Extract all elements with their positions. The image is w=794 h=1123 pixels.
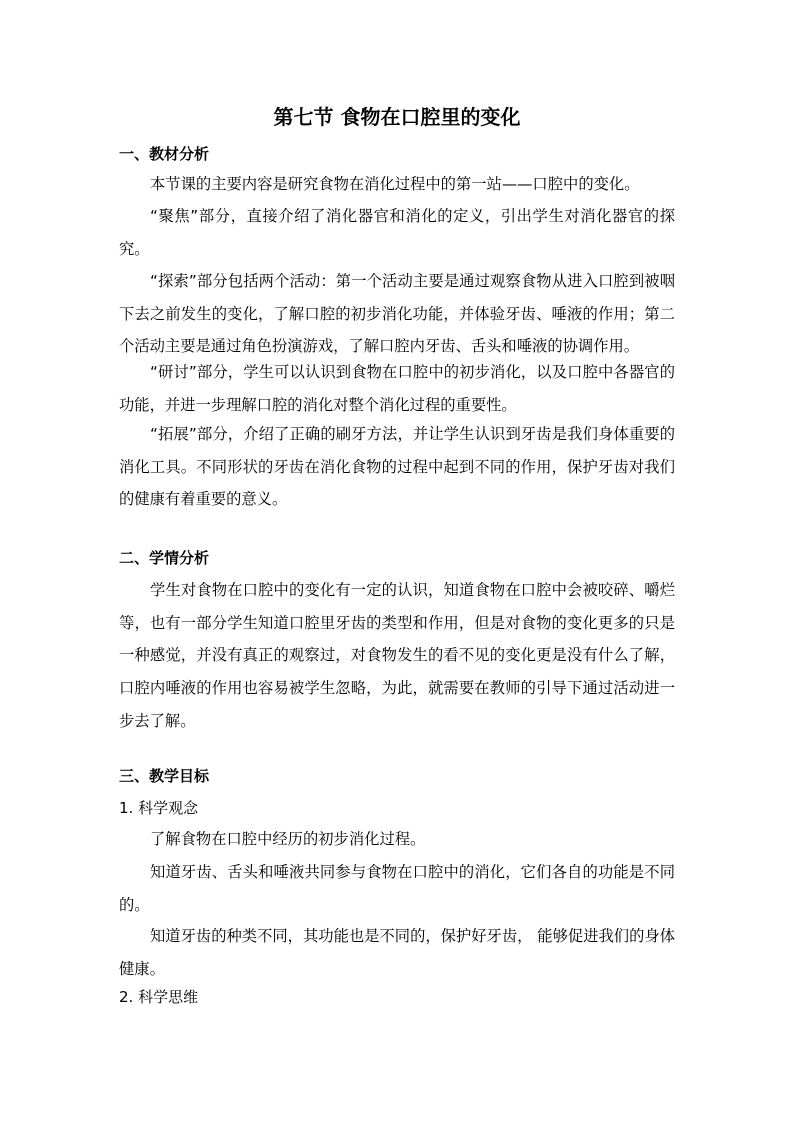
paragraph: 知道牙齿的种类不同，其功能也是不同的，保护好牙齿， 能够促进我们的身体健康。 [119,927,675,978]
section-heading-textbook-analysis: 一、教材分析 [119,145,210,163]
section-heading-teaching-goals: 三、教学目标 [119,767,210,785]
paragraph: 知道牙齿、舌头和唾液共同参与食物在口腔中的消化，它们各自的功能是不同的。 [119,863,675,914]
page-title: 第七节 食物在口腔里的变化 [273,105,521,129]
paragraph: “探索”部分包括两个活动：第一个活动主要是通过观察食物从进入口腔到被咽下去之前发生的变化，了解口腔的初步消化功能，并体验牙齿、唾液的作用；第二个活动主要是通过角色扮演游戏，了解口腔内牙齿、舌头和唾液的协调作用。 [119,272,675,356]
paragraph: “聚焦”部分，直接介绍了消化器官和消化的定义，引出学生对消化器官的探究。 [119,207,675,258]
section-heading-student-analysis: 二、学情分析 [119,549,210,567]
paragraph: 了解食物在口腔中经历的初步消化过程。 [150,830,426,848]
paragraph: “拓展”部分，介绍了正确的刷牙方法，并让学生认识到牙齿是我们身体重要的消化工具。不同形状的牙齿在消化食物的过程中起到不同的作用，保护牙齿对我们的健康有着重要的意义。 [119,425,675,509]
paragraph: 学生对食物在口腔中的变化有一定的认识，知道食物在口腔中会被咬碎、嚼烂等，也有一部分学生知道口腔里牙齿的类型和作用，但是对食物的变化更多的只是一种感觉，并没有真正的观察过，对食物发生的看不见的变化更是没有什么了解，口腔内唾液的作用也容易被学生忽略，为此，就需要在教师的引导下通过活动进一步去了解。 [119,581,675,730]
subsection-label-science-thinking: 2. 科学思维 [119,988,199,1006]
paragraph: “研讨”部分，学生可以认识到食物在口腔中的初步消化，以及口腔中各器官的功能，并进一步理解口腔的消化对整个消化过程的重要性。 [119,363,675,414]
paragraph: 本节课的主要内容是研究食物在消化过程中的第一站——口腔中的变化。 [150,175,640,193]
subsection-label-science-concepts: 1. 科学观念 [119,799,199,817]
